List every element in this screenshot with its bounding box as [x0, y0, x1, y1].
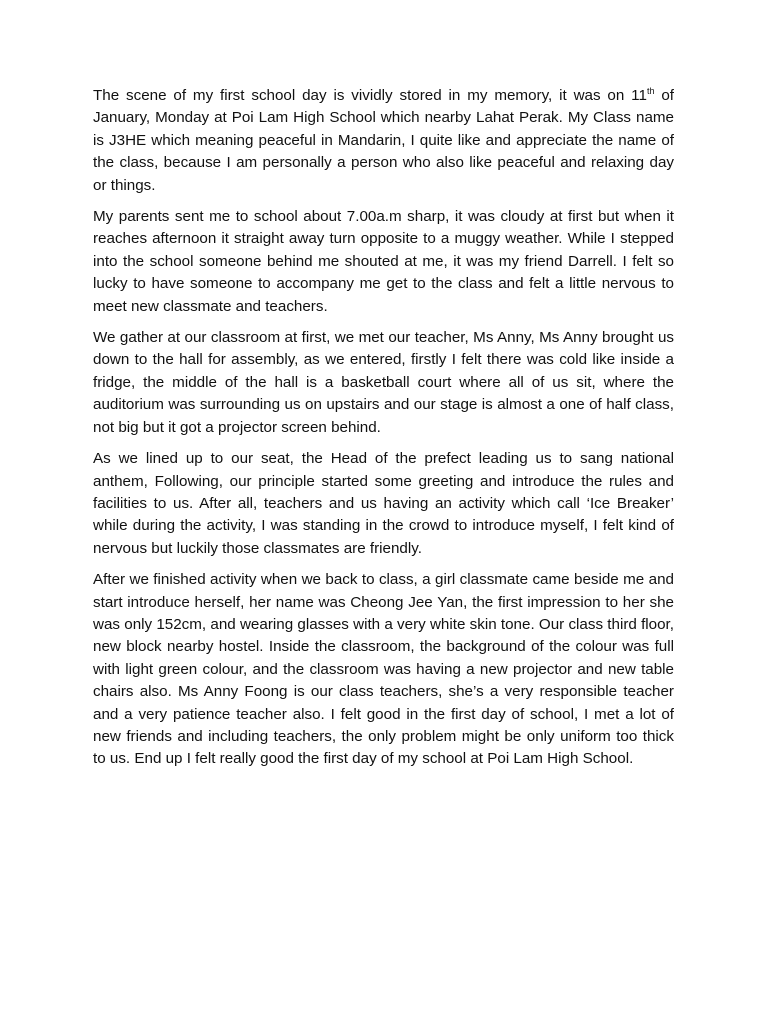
- paragraph-arrival: My parents sent me to school about 7.00a.m sharp, it was cloudy at first but when it reaches afternoon it straight away turn opposite to a muggy weather. While I stepped into the school someone behind me shouted at me, it was my friend Darrell. I felt so lucky to have someone to accompany me get to the class and felt a little nervous to meet new classmate and teachers.: [93, 208, 674, 315]
- paragraph-classroom: After we finished activity when we back to class, a girl classmate came beside me and start introduce herself, her name was Cheong Jee Yan, the first impression to her she was only 152cm, and wearing glasses with a very white skin tone. Our class third floor, new block nearby hostel. Inside the classroom, the background of the colour was full with light green colour, and the classroom was having a new projector and new table chairs also. Ms Anny Foong is our class teachers, she’s a very responsible teacher and a very patience teacher also. I felt good in the first day of school, I met a lot of new friends and including teachers, the only problem might be only uniform too thick to us. End up I felt really good the first day of my school at Poi Lam High School.: [93, 571, 674, 768]
- paragraph-first-day: [93, 85, 674, 197]
- paragraph-text: of January, Monday at Poi Lam High School which nearby Lahat Perak. My Class name is J3HE which meaning peaceful in Mandarin, I quite like and appreciate the name of the class, because I am personally a person who also like peaceful and relaxing day or things.: [93, 87, 674, 194]
- ordinal-suffix: th: [646, 86, 655, 96]
- paragraph-text: The scene of my first school day is vividly stored in my memory, it was on 11: [93, 87, 647, 104]
- paragraph-assembly: We gather at our classroom at first, we met our teacher, Ms Anny, Ms Anny brought us down to the hall for assembly, as we entered, firstly I felt there was cold like inside a fridge, the middle of the hall is a basketball court where all of us sit, where the auditorium was surrounding us on upstairs and our stage is almost a one of half class, not big but it got a projector screen behind.: [93, 329, 674, 436]
- paragraph-ice-breaker: As we lined up to our seat, the Head of the prefect leading us to sang national anthem, Following, our principle started some greeting and introduce the rules and facilities to us. After all, teachers and us having an activity which call ‘Ice Breaker’ while during the activity, I was standing in the crowd to introduce myself, I felt kind of nervous but luckily those classmates are friendly.: [93, 450, 674, 557]
